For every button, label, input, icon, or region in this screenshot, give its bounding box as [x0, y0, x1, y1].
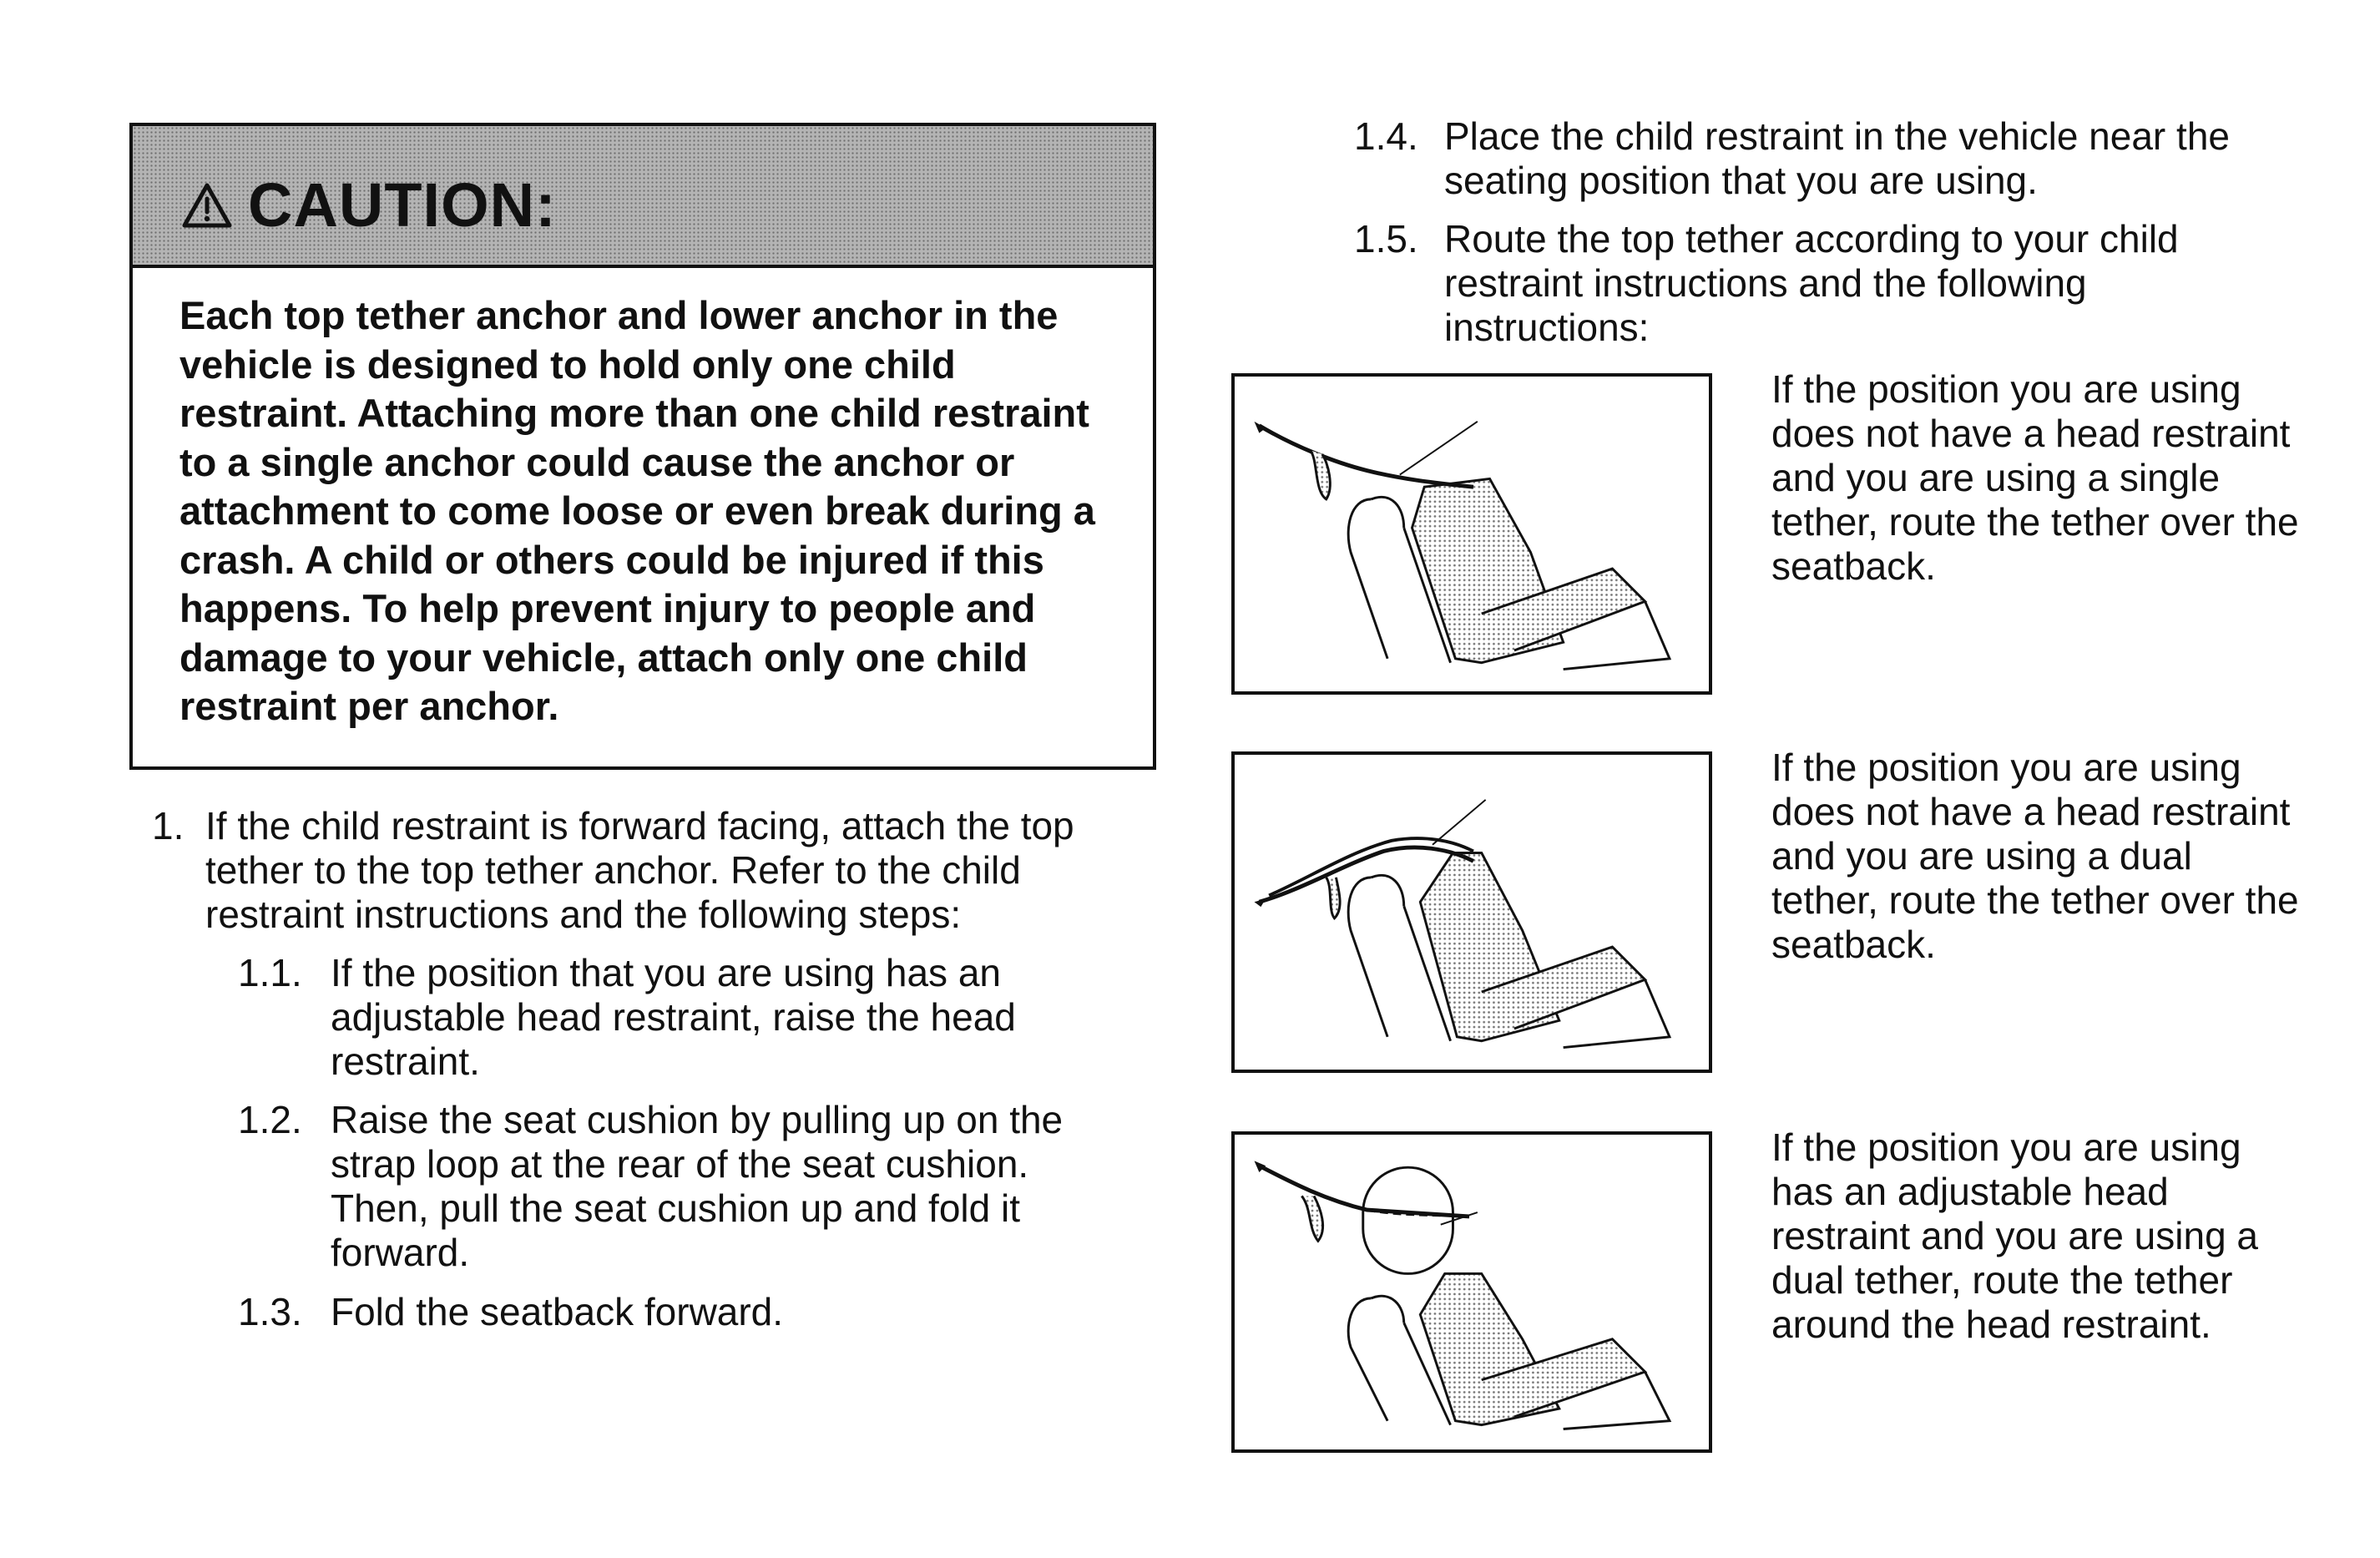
figure-dual-tether-caption: If the position you are using does not have a head restraint and you are using a dual tether, route the tether over the seatback.	[1771, 746, 2299, 966]
seat-illustration-dual-tether	[1235, 755, 1709, 1070]
step-1-4-number: 1.4.	[1354, 114, 1418, 158]
caution-body: Each top tether anchor and lower anchor in the vehicle is designed to hold only one child restraint. Attaching more than one child restraint to a single anchor could cause the anchor or attachment to come loose or even break during a crash. A child or others could be injured if this happens. To help prevent injury to people and damage to your vehicle, attach only one child restraint per anchor.	[179, 293, 1095, 728]
figure-single-tether-caption: If the position you are using does not have a head restraint and you are using a single tether, route the tether over the seatback.	[1771, 367, 2299, 588]
seat-illustration-head-restraint	[1235, 1135, 1709, 1449]
caution-title-row	[181, 169, 557, 240]
step-1-2-text: Raise the seat cushion by pulling up on the strap loop at the rear of the seat cushion. Then, pull the seat cushion up and fold it forward.	[331, 1098, 1064, 1274]
figure-single-tether	[1231, 373, 1712, 695]
figure-head-restraint-caption: If the position you are using has an adjustable head restraint and you are using a dual tether, route the tether around the head restraint.	[1771, 1126, 2259, 1346]
step-1-3-number: 1.3.	[238, 1290, 302, 1333]
step-1-number: 1.	[152, 804, 184, 847]
caution-title: CAUTION:	[248, 170, 557, 240]
step-1-2-number: 1.2.	[238, 1098, 302, 1141]
step-1-1-number: 1.1.	[238, 951, 302, 994]
step-1-text: If the child restraint is forward facing, attach the top tether to the top tether anchor. Refer to the child restraint instructions and the following steps:	[205, 804, 1074, 936]
step-1-4-text: Place the child restraint in the vehicle near the seating position that you are using.	[1444, 114, 2230, 202]
warning-triangle-icon	[181, 182, 233, 229]
figure-dual-tether	[1231, 751, 1712, 1073]
caution-box	[129, 123, 1156, 770]
step-1-3-text: Fold the seatback forward.	[331, 1290, 784, 1333]
figure-head-restraint	[1231, 1131, 1712, 1453]
caution-header	[133, 126, 1153, 268]
step-1-5-text: Route the top tether according to your child restraint instructions and the following instructions:	[1444, 217, 2179, 349]
step-1-1-text: If the position that you are using has an adjustable head restraint, raise the head restraint.	[331, 951, 1016, 1083]
step-1-5-number: 1.5.	[1354, 217, 1418, 261]
seat-illustration-single-tether	[1235, 377, 1709, 691]
